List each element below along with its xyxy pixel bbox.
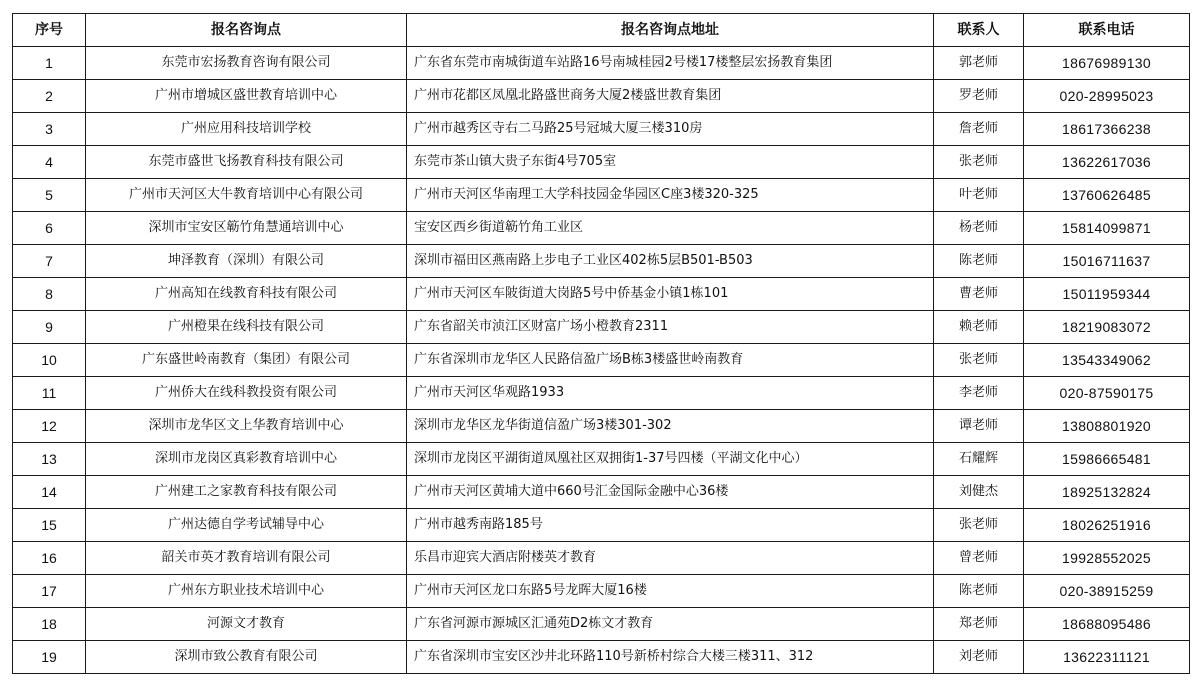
table-row bbox=[13, 509, 1190, 542]
cell-address: 广州市天河区华南理工大学科技园金华园区C座3楼320-325 bbox=[407, 179, 934, 212]
cell-phone: 15814099871 bbox=[1024, 212, 1190, 245]
header-number: 序号 bbox=[13, 14, 86, 47]
cell-address: 广州市天河区车陂街道大岗路5号中侨基金小镇1栋101 bbox=[407, 278, 934, 311]
cell-number: 9 bbox=[13, 311, 86, 344]
cell-phone: 19928552025 bbox=[1024, 542, 1190, 575]
cell-point-name: 广州应用科技培训学校 bbox=[86, 113, 407, 146]
cell-phone: 18676989130 bbox=[1024, 47, 1190, 80]
cell-address: 广州市天河区黄埔大道中660号汇金国际金融中心36楼 bbox=[407, 476, 934, 509]
cell-point-name: 广州达德自学考试辅导中心 bbox=[86, 509, 407, 542]
cell-contact: 赖老师 bbox=[934, 311, 1024, 344]
cell-contact: 李老师 bbox=[934, 377, 1024, 410]
cell-number: 3 bbox=[13, 113, 86, 146]
cell-phone: 15986665481 bbox=[1024, 443, 1190, 476]
cell-number: 7 bbox=[13, 245, 86, 278]
table-row bbox=[13, 476, 1190, 509]
cell-phone: 13622617036 bbox=[1024, 146, 1190, 179]
cell-contact: 杨老师 bbox=[934, 212, 1024, 245]
cell-contact: 谭老师 bbox=[934, 410, 1024, 443]
cell-phone: 13760626485 bbox=[1024, 179, 1190, 212]
table-row bbox=[13, 113, 1190, 146]
table-row bbox=[13, 80, 1190, 113]
cell-contact: 詹老师 bbox=[934, 113, 1024, 146]
cell-contact: 陈老师 bbox=[934, 575, 1024, 608]
cell-address: 广东省河源市源城区汇通苑D2栋文才教育 bbox=[407, 608, 934, 641]
cell-number: 2 bbox=[13, 80, 86, 113]
cell-phone: 18219083072 bbox=[1024, 311, 1190, 344]
cell-number: 11 bbox=[13, 377, 86, 410]
table-row bbox=[13, 47, 1190, 80]
cell-contact: 郭老师 bbox=[934, 47, 1024, 80]
cell-point-name: 河源文才教育 bbox=[86, 608, 407, 641]
cell-number: 12 bbox=[13, 410, 86, 443]
cell-point-name: 广东盛世岭南教育（集团）有限公司 bbox=[86, 344, 407, 377]
cell-address: 广东省深圳市龙华区人民路信盈广场B栋3楼盛世岭南教育 bbox=[407, 344, 934, 377]
cell-point-name: 广州高知在线教育科技有限公司 bbox=[86, 278, 407, 311]
table-row bbox=[13, 575, 1190, 608]
cell-phone: 15011959344 bbox=[1024, 278, 1190, 311]
table-row bbox=[13, 278, 1190, 311]
cell-phone: 13622311121 bbox=[1024, 641, 1190, 674]
cell-phone: 18688095486 bbox=[1024, 608, 1190, 641]
cell-number: 16 bbox=[13, 542, 86, 575]
header-phone: 联系电话 bbox=[1024, 14, 1190, 47]
cell-point-name: 广州建工之家教育科技有限公司 bbox=[86, 476, 407, 509]
cell-point-name: 坤泽教育（深圳）有限公司 bbox=[86, 245, 407, 278]
consultation-points-table bbox=[12, 13, 1190, 674]
cell-address: 深圳市龙华区龙华街道信盈广场3楼301-302 bbox=[407, 410, 934, 443]
header-address: 报名咨询点地址 bbox=[407, 14, 934, 47]
table-header bbox=[13, 14, 1190, 47]
cell-address: 广州市天河区华观路1933 bbox=[407, 377, 934, 410]
cell-point-name: 广州侨大在线科教投资有限公司 bbox=[86, 377, 407, 410]
cell-point-name: 东莞市盛世飞扬教育科技有限公司 bbox=[86, 146, 407, 179]
cell-number: 18 bbox=[13, 608, 86, 641]
table-row bbox=[13, 443, 1190, 476]
cell-contact: 罗老师 bbox=[934, 80, 1024, 113]
cell-point-name: 深圳市龙华区文上华教育培训中心 bbox=[86, 410, 407, 443]
table-row bbox=[13, 245, 1190, 278]
cell-address: 广州市越秀南路185号 bbox=[407, 509, 934, 542]
cell-number: 17 bbox=[13, 575, 86, 608]
cell-phone: 020-38915259 bbox=[1024, 575, 1190, 608]
table-body bbox=[13, 47, 1190, 674]
cell-point-name: 韶关市英才教育培训有限公司 bbox=[86, 542, 407, 575]
cell-phone: 18925132824 bbox=[1024, 476, 1190, 509]
cell-number: 10 bbox=[13, 344, 86, 377]
table-row bbox=[13, 179, 1190, 212]
cell-contact: 刘健杰 bbox=[934, 476, 1024, 509]
cell-phone: 18026251916 bbox=[1024, 509, 1190, 542]
cell-contact: 叶老师 bbox=[934, 179, 1024, 212]
table-row bbox=[13, 146, 1190, 179]
cell-point-name: 广州橙果在线科技有限公司 bbox=[86, 311, 407, 344]
cell-address: 东莞市茶山镇大贵子东街4号705室 bbox=[407, 146, 934, 179]
cell-contact: 陈老师 bbox=[934, 245, 1024, 278]
cell-number: 4 bbox=[13, 146, 86, 179]
table-row bbox=[13, 641, 1190, 674]
cell-address: 深圳市福田区燕南路上步电子工业区402栋5层B501-B503 bbox=[407, 245, 934, 278]
header-point-name: 报名咨询点 bbox=[86, 14, 407, 47]
cell-phone: 13543349062 bbox=[1024, 344, 1190, 377]
table-row bbox=[13, 212, 1190, 245]
cell-address: 广州市天河区龙口东路5号龙晖大厦16楼 bbox=[407, 575, 934, 608]
table-row bbox=[13, 608, 1190, 641]
cell-address: 广东省韶关市浈江区财富广场小橙教育2311 bbox=[407, 311, 934, 344]
cell-contact: 张老师 bbox=[934, 146, 1024, 179]
cell-point-name: 广州市增城区盛世教育培训中心 bbox=[86, 80, 407, 113]
cell-point-name: 广州东方职业技术培训中心 bbox=[86, 575, 407, 608]
cell-address: 乐昌市迎宾大酒店附楼英才教育 bbox=[407, 542, 934, 575]
header-row bbox=[13, 14, 1190, 47]
cell-address: 深圳市龙岗区平湖街道凤凰社区双拥街1-37号四楼（平湖文化中心） bbox=[407, 443, 934, 476]
cell-number: 19 bbox=[13, 641, 86, 674]
cell-phone: 020-87590175 bbox=[1024, 377, 1190, 410]
cell-phone: 15016711637 bbox=[1024, 245, 1190, 278]
cell-contact: 曾老师 bbox=[934, 542, 1024, 575]
table-row bbox=[13, 542, 1190, 575]
cell-phone: 13808801920 bbox=[1024, 410, 1190, 443]
cell-phone: 18617366238 bbox=[1024, 113, 1190, 146]
table-row bbox=[13, 311, 1190, 344]
cell-contact: 石耀辉 bbox=[934, 443, 1024, 476]
cell-contact: 曹老师 bbox=[934, 278, 1024, 311]
cell-point-name: 深圳市龙岗区真彩教育培训中心 bbox=[86, 443, 407, 476]
cell-address: 广州市花都区凤凰北路盛世商务大厦2楼盛世教育集团 bbox=[407, 80, 934, 113]
cell-address: 广东省深圳市宝安区沙井北环路110号新桥村综合大楼三楼311、312 bbox=[407, 641, 934, 674]
cell-address: 广东省东莞市南城街道车站路16号南城桂园2号楼17楼整层宏扬教育集团 bbox=[407, 47, 934, 80]
table-row bbox=[13, 377, 1190, 410]
header-contact: 联系人 bbox=[934, 14, 1024, 47]
cell-point-name: 东莞市宏扬教育咨询有限公司 bbox=[86, 47, 407, 80]
cell-number: 1 bbox=[13, 47, 86, 80]
table-row bbox=[13, 410, 1190, 443]
cell-address: 广州市越秀区寺右二马路25号冠城大厦三楼310房 bbox=[407, 113, 934, 146]
cell-number: 8 bbox=[13, 278, 86, 311]
cell-number: 6 bbox=[13, 212, 86, 245]
cell-number: 13 bbox=[13, 443, 86, 476]
cell-contact: 张老师 bbox=[934, 344, 1024, 377]
cell-number: 5 bbox=[13, 179, 86, 212]
cell-address: 宝安区西乡街道簕竹角工业区 bbox=[407, 212, 934, 245]
cell-point-name: 深圳市宝安区簕竹角慧通培训中心 bbox=[86, 212, 407, 245]
table-row bbox=[13, 344, 1190, 377]
cell-contact: 郑老师 bbox=[934, 608, 1024, 641]
cell-number: 14 bbox=[13, 476, 86, 509]
cell-contact: 刘老师 bbox=[934, 641, 1024, 674]
cell-phone: 020-28995023 bbox=[1024, 80, 1190, 113]
cell-point-name: 广州市天河区大牛教育培训中心有限公司 bbox=[86, 179, 407, 212]
cell-point-name: 深圳市致公教育有限公司 bbox=[86, 641, 407, 674]
cell-contact: 张老师 bbox=[934, 509, 1024, 542]
cell-number: 15 bbox=[13, 509, 86, 542]
